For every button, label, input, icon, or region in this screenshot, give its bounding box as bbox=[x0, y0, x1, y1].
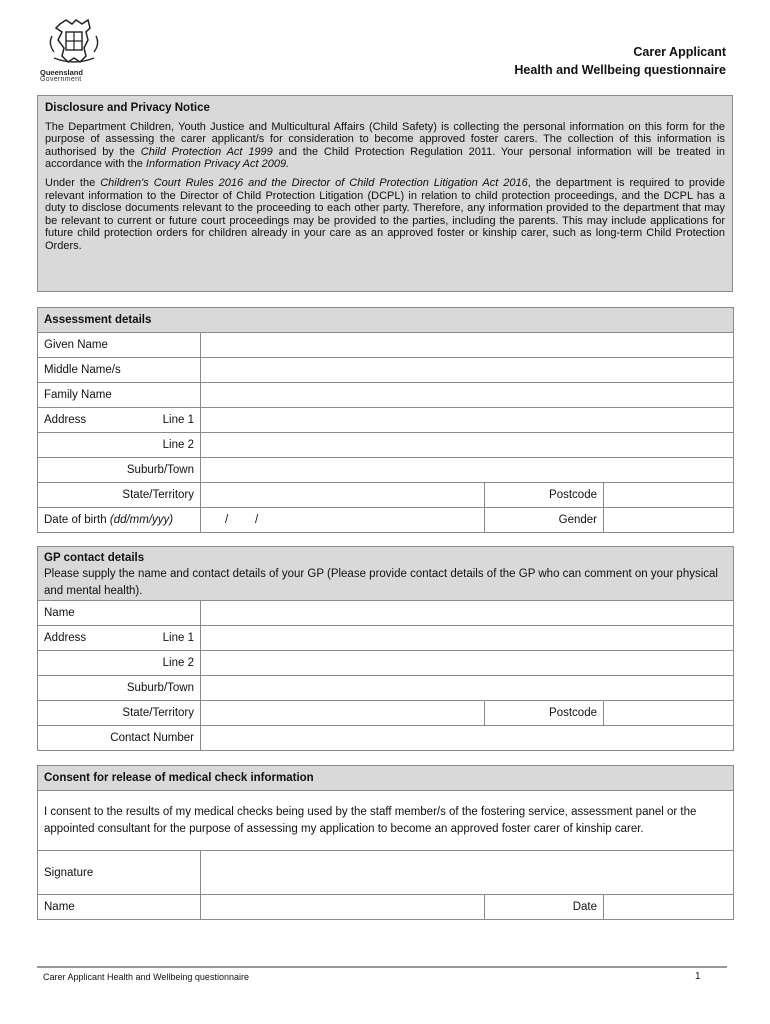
suburb-input[interactable] bbox=[201, 458, 734, 483]
page-number: 1 bbox=[695, 971, 701, 982]
gp-address-line2-input[interactable] bbox=[201, 651, 734, 676]
gp-state-input[interactable] bbox=[201, 701, 485, 726]
middle-names-input[interactable] bbox=[201, 358, 734, 383]
logo-text-queensland: Queensland bbox=[40, 68, 83, 77]
logo-text-government: Government bbox=[40, 76, 82, 83]
consent-table bbox=[37, 765, 734, 920]
privacy-notice bbox=[37, 95, 733, 292]
gp-postcode-label: Postcode bbox=[485, 701, 604, 726]
gp-contact-title: GP contact details bbox=[44, 551, 145, 564]
gp-contact-intro: Please supply the name and contact details of your GP (Please provide contact details of the GP who can comment on your physical and mental health). bbox=[44, 568, 718, 597]
consent-header: Consent for release of medical check information bbox=[38, 766, 734, 791]
footer-text: Carer Applicant Health and Wellbeing questionnaire bbox=[43, 972, 249, 982]
signature-input[interactable] bbox=[201, 851, 734, 895]
middle-names-label: Middle Name/s bbox=[38, 358, 201, 383]
consent-text: I consent to the results of my medical checks being used by the staff member/s of the fostering service, assessment panel or the appointed consultant for the purpose of assessing my application to become an approved foster carer of kinship carer. bbox=[38, 791, 734, 851]
gp-state-label: State/Territory bbox=[38, 701, 201, 726]
queensland-government-logo bbox=[40, 18, 110, 86]
gp-contact-table bbox=[37, 546, 734, 751]
gp-contact-header bbox=[38, 547, 734, 601]
privacy-paragraph-2: Under the Children's Court Rules 2016 and the Director of Child Protection Litigation Act 2016, the department is required to provide relevant information to the Director of Child Protection Litigation (DCPL) in relation to child protection proceedings, and the DCPL has a duty to disclose documents relevant to the proceeding to each other party. Therefore, any information provided to the department that may be relevant to current or future court proceedings may be provided to the parties, including the parents. This may include applications for future child protection orders for children already in your care as an approved foster or kinship carer, such as long-term Child Protection Orders. bbox=[45, 176, 725, 252]
form-title bbox=[514, 43, 726, 79]
gp-address-line1-label: Address Line 1 bbox=[38, 626, 201, 651]
gp-contact-number-label: Contact Number bbox=[38, 726, 201, 751]
gp-contact-number-input[interactable] bbox=[201, 726, 734, 751]
address-line1-input[interactable] bbox=[201, 408, 734, 433]
gp-suburb-label: Suburb/Town bbox=[38, 676, 201, 701]
signature-label: Signature bbox=[38, 851, 201, 895]
assessment-details-header: Assessment details bbox=[38, 308, 734, 333]
address-line2-input[interactable] bbox=[201, 433, 734, 458]
form-title-line1: Carer Applicant bbox=[633, 45, 726, 59]
given-name-input[interactable] bbox=[201, 333, 734, 358]
gender-input[interactable] bbox=[604, 508, 734, 533]
dob-label: Date of birth (dd/mm/yyy) bbox=[38, 508, 201, 533]
address-line2-label: Line 2 bbox=[38, 433, 201, 458]
gp-suburb-input[interactable] bbox=[201, 676, 734, 701]
coat-of-arms-icon bbox=[46, 18, 102, 66]
gp-address-line2-label: Line 2 bbox=[38, 651, 201, 676]
gp-name-input[interactable] bbox=[201, 601, 734, 626]
postcode-input[interactable] bbox=[604, 483, 734, 508]
consent-date-label: Date bbox=[485, 895, 604, 920]
postcode-label: Postcode bbox=[485, 483, 604, 508]
consent-name-input[interactable] bbox=[201, 895, 485, 920]
gp-postcode-input[interactable] bbox=[604, 701, 734, 726]
form-title-line2: Health and Wellbeing questionnaire bbox=[514, 63, 726, 77]
gender-label: Gender bbox=[485, 508, 604, 533]
dob-input[interactable]: / / bbox=[201, 508, 485, 533]
suburb-label: Suburb/Town bbox=[38, 458, 201, 483]
given-name-label: Given Name bbox=[38, 333, 201, 358]
family-name-label: Family Name bbox=[38, 383, 201, 408]
privacy-notice-title: Disclosure and Privacy Notice bbox=[45, 102, 210, 114]
footer-divider bbox=[37, 966, 727, 968]
family-name-input[interactable] bbox=[201, 383, 734, 408]
consent-date-input[interactable] bbox=[604, 895, 734, 920]
state-input[interactable] bbox=[201, 483, 485, 508]
state-label: State/Territory bbox=[38, 483, 201, 508]
consent-name-label: Name bbox=[38, 895, 201, 920]
gp-name-label: Name bbox=[38, 601, 201, 626]
assessment-details-table bbox=[37, 307, 734, 533]
privacy-paragraph-1: The Department Children, Youth Justice and Multicultural Affairs (Child Safety) is collecting the personal information on this form for the purpose of assessing the carer applicant/s for consideration to become approved foster carers. The collection of this information is authorised by the Child Protection Act 1999 and the Child Protection Regulation 2011. Your personal information will be treated in accordance with the Information Privacy Act 2009. bbox=[45, 120, 726, 171]
gp-address-line1-input[interactable] bbox=[201, 626, 734, 651]
address-line1-label: Address Line 1 bbox=[38, 408, 201, 433]
